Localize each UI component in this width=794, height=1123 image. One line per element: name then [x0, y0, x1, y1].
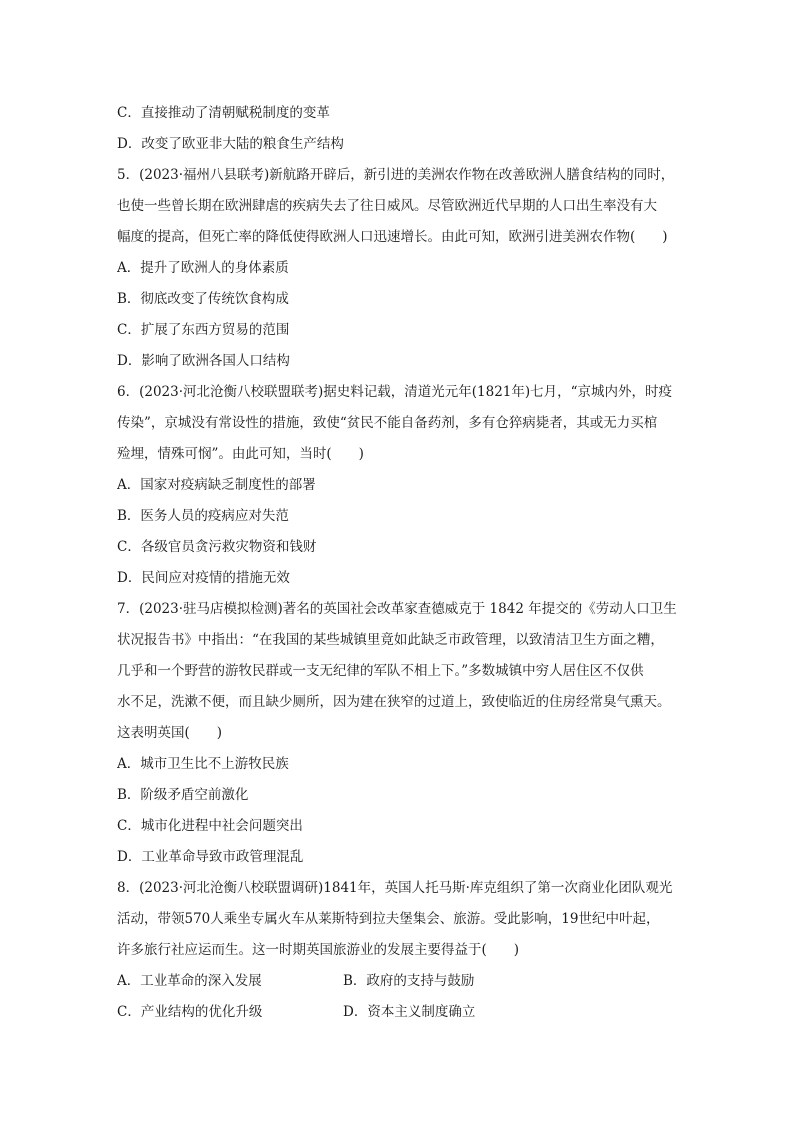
- question-7: [117, 594, 682, 873]
- option-c: C．扩展了东西方贸易的范围: [117, 322, 290, 338]
- question-stem-line: 几乎和一个野营的游牧民群或一支无纪律的军队不相上下。”多数城镇中穷人居住区不仅供: [117, 663, 644, 679]
- option-a: A．城市卫生比不上游牧民族: [117, 756, 289, 772]
- option-a: A．国家对疫病缺乏制度性的部署: [117, 477, 316, 493]
- option-d: D．改变了欧亚非大陆的粮食生产结构: [117, 136, 344, 152]
- option-a: A．工业革命的深入发展: [117, 973, 262, 989]
- question-stem-line: 殓埋，情殊可悯”。由此可知，当时( ): [117, 446, 364, 462]
- question-stem-line: 幅度的提高，但死亡率的降低使得欧洲人口迅速增长。由此可知，欧洲引进美洲农作物( ): [117, 229, 668, 245]
- question-stem-line: 也使一些曾长期在欧洲肆虐的疾病失去了往日威风。尽管欧洲近代早期的人口出生率没有大: [117, 198, 657, 214]
- question-5: [117, 160, 682, 377]
- question-stem-line: 7．(2023·驻马店模拟检测)著名的英国社会改革家查德威克于 1842 年提交的《劳动人口卫生: [117, 601, 677, 617]
- question-list: [117, 98, 682, 1028]
- question-stem-line: 许多旅行社应运而生。这一时期英国旅游业的发展主要得益于( ): [117, 942, 520, 958]
- question-stem-line: 5．(2023·福州八县联考)新航路开辟后，新引进的美洲农作物在改善欧洲人膳食结构的同时，: [117, 167, 675, 183]
- question-stem-line: 6．(2023·河北沧衡八校联盟联考)据史料记载，清道光元年(1821年)七月，“京城内外，时疫: [117, 384, 673, 400]
- question-stem-line: 传染”，京城没有常设性的措施，致使“贫民不能自备药剂，多有仓猝病毙者，其或无力买棺: [117, 415, 658, 431]
- option-b: B．政府的支持与鼓励: [343, 973, 475, 989]
- question-4-tail: [117, 98, 682, 160]
- option-b: B．医务人员的疫病应对失范: [117, 508, 289, 524]
- option-d: D．影响了欧洲各国人口结构: [117, 353, 290, 369]
- option-c: C．各级官员贪污救灾物资和钱财: [117, 539, 317, 555]
- question-stem-line: 8．(2023·河北沧衡八校联盟调研)1841年，英国人托马斯·库克组织了第一次商业化团队观光: [117, 880, 673, 896]
- option-c: C．直接推动了清朝赋税制度的变革: [117, 105, 330, 121]
- question-6: [117, 377, 682, 594]
- question-stem-line: 活动，带领570人乘坐专属火车从莱斯特到拉夫堡集会、旅游。受此影响，19世纪中叶起，: [117, 911, 660, 927]
- question-stem-line: 这表明英国( ): [117, 725, 223, 741]
- option-d: D．民间应对疫情的措施无效: [117, 570, 290, 586]
- option-d: D．工业革命导致市政管理混乱: [117, 849, 304, 865]
- option-b: B．阶级矛盾空前激化: [117, 787, 249, 803]
- option-row: [117, 997, 682, 1028]
- option-d: D．资本主义制度确立: [343, 1004, 476, 1020]
- option-c: C．城市化进程中社会问题突出: [117, 818, 303, 834]
- option-c: C．产业结构的优化升级: [117, 1004, 263, 1020]
- question-stem-line: 状况报告书》中指出：“在我国的某些城镇里竟如此缺乏市政管理，以致清洁卫生方面之糟，: [117, 632, 664, 648]
- option-a: A．提升了欧洲人的身体素质: [117, 260, 289, 276]
- option-row: [117, 966, 682, 997]
- question-8: [117, 873, 682, 1028]
- question-stem-line: 水不足，洗漱不便，而且缺少厕所，因为建在狭窄的过道上，致使临近的住房经常臭气熏天。: [117, 694, 671, 710]
- option-b: B．彻底改变了传统饮食构成: [117, 291, 289, 307]
